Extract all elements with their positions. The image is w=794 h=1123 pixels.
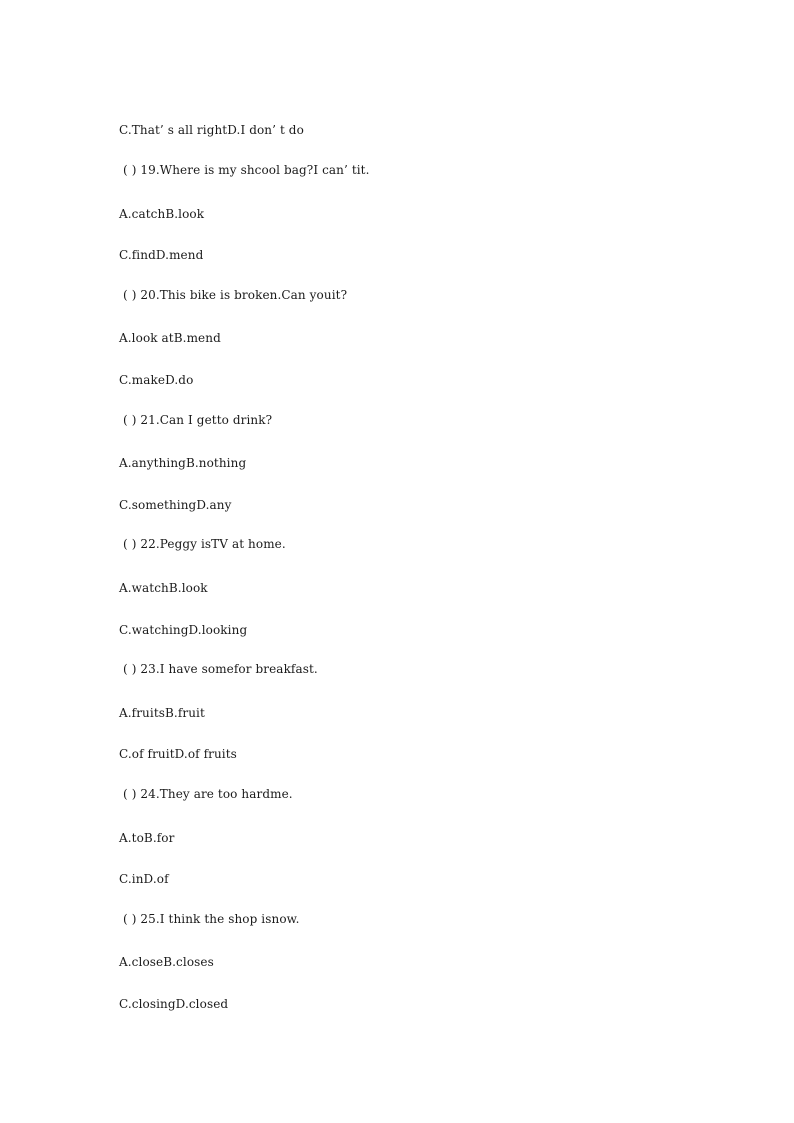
question-25: ( ) 25.I think the shop isnow. — [123, 912, 300, 926]
text-line: A.catchB.look — [119, 207, 205, 221]
text-line: C.That’ s all rightD.I don’ t do — [119, 123, 304, 137]
question-23: ( ) 23.I have somefor breakfast. — [123, 662, 318, 676]
question-22: ( ) 22.Peggy isTV at home. — [123, 537, 286, 551]
question-20: ( ) 20.This bike is broken.Can youit? — [123, 288, 348, 302]
text-line: A.anythingB.nothing — [119, 456, 247, 470]
text-line: A.look atB.mend — [119, 331, 221, 345]
text-line: C.inD.of — [119, 872, 169, 886]
question-19: ( ) 19.Where is my shcool bag?I can’ tit. — [123, 163, 370, 177]
text-line: C.makeD.do — [119, 373, 194, 387]
text-line: C.somethingD.any — [119, 498, 232, 512]
text-line: A.fruitsB.fruit — [119, 706, 205, 720]
text-line: C.closingD.closed — [119, 997, 229, 1011]
text-line: A.watchB.look — [119, 581, 208, 595]
question-21: ( ) 21.Can I getto drink? — [123, 413, 273, 427]
text-line: C.findD.mend — [119, 248, 204, 262]
text-line: A.toB.for — [119, 831, 175, 845]
text-line: A.closeB.closes — [119, 955, 214, 969]
question-24: ( ) 24.They are too hardme. — [123, 787, 293, 801]
text-line: C.of fruitD.of fruits — [119, 747, 237, 761]
text-line: C.watchingD.looking — [119, 623, 248, 637]
